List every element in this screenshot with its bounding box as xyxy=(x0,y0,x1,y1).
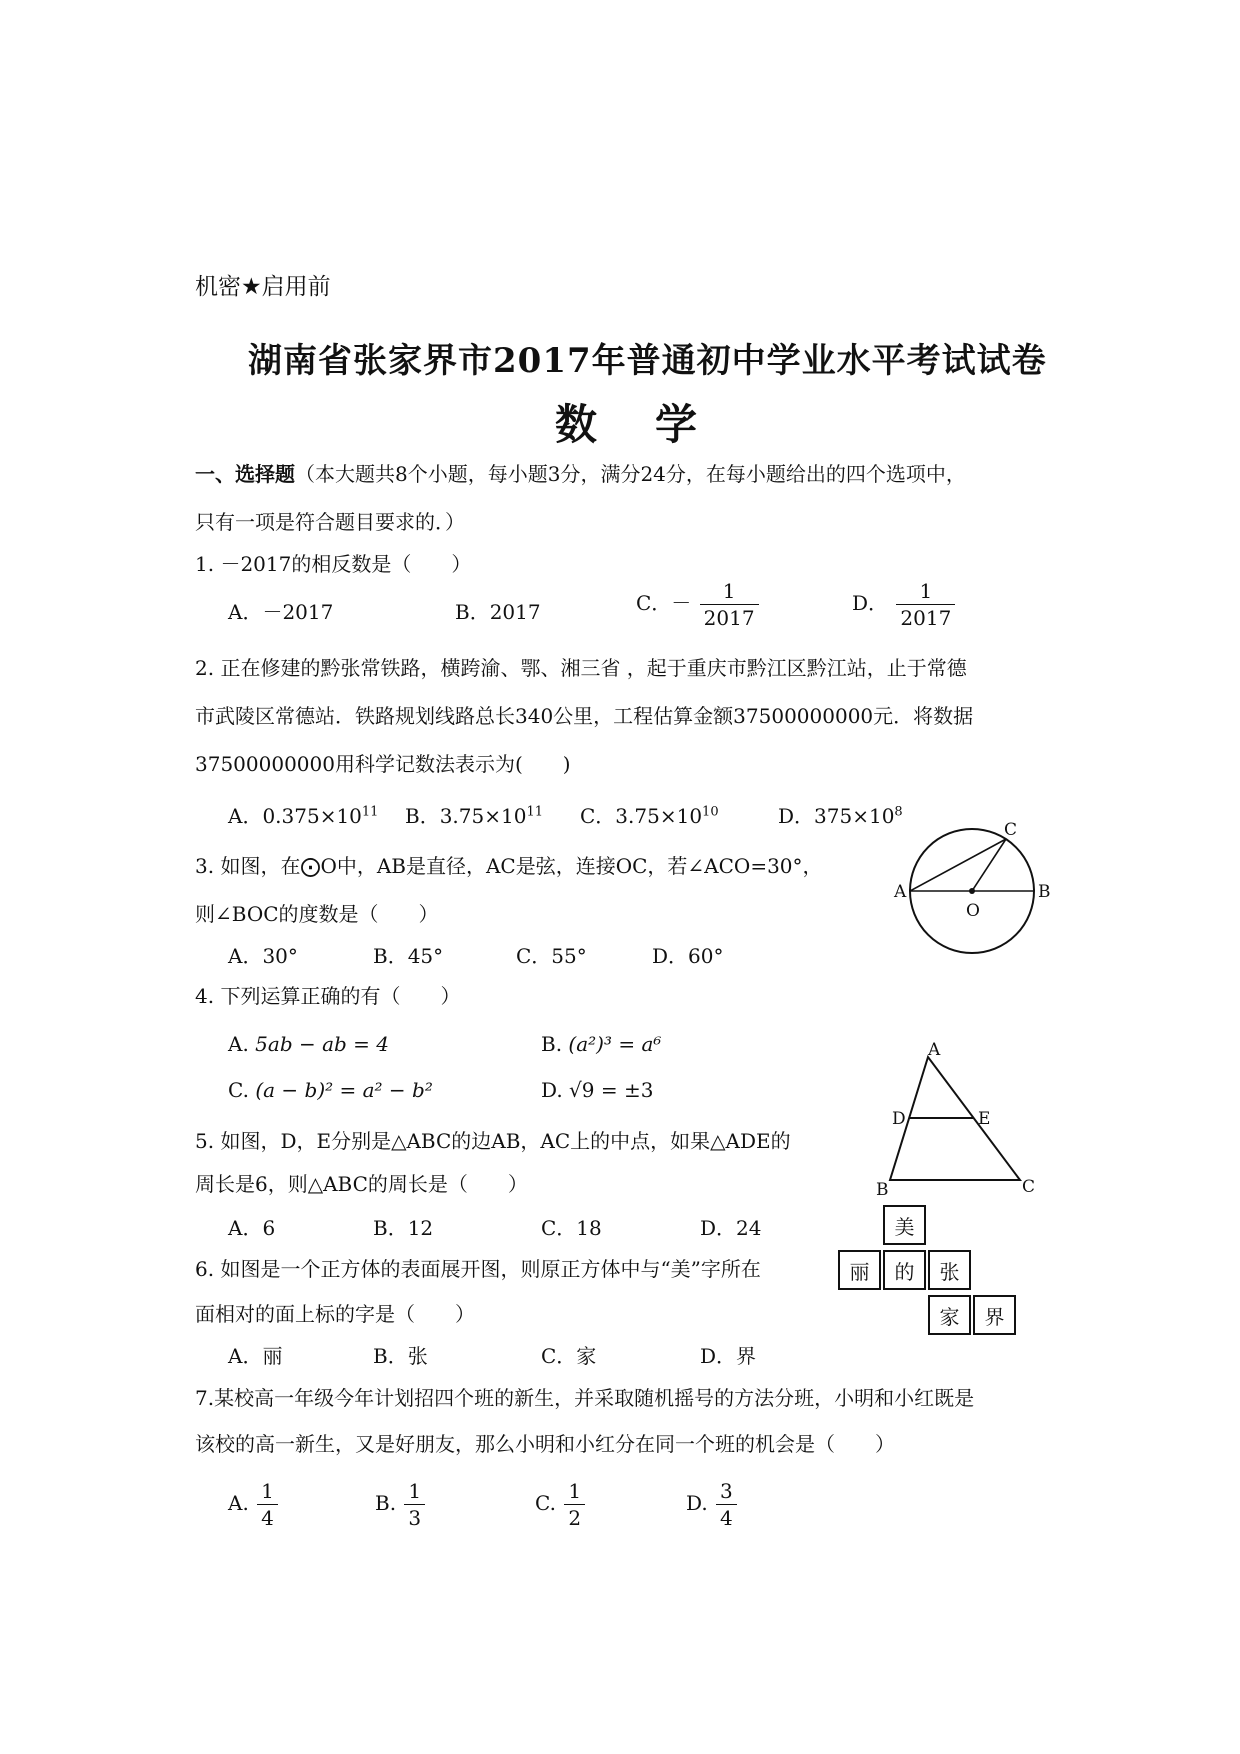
cube-net-figure xyxy=(838,1205,1028,1335)
q2-option-d-exponent: 8 xyxy=(894,804,903,820)
q6-line1: 6. 如图是一个正方体的表面展开图，则原正方体中与“美”字所在 xyxy=(195,1257,761,1281)
q4-option-b xyxy=(541,1032,661,1056)
label-c: C xyxy=(1004,820,1018,840)
fraction-denominator: 2017 xyxy=(700,604,759,631)
q4-option-d-label: D. xyxy=(541,1078,563,1102)
q7-option-a-fraction xyxy=(257,1478,278,1531)
fraction-numerator: 1 xyxy=(722,579,736,603)
label-d: D xyxy=(892,1109,906,1129)
confidential-label: 机密★启用前 xyxy=(195,274,331,300)
q5-option-b: B．12 xyxy=(373,1216,434,1240)
q1-option-d-label: D． xyxy=(852,591,889,615)
q2-option-d-base: D．375×10 xyxy=(778,804,895,828)
fraction-denominator: 2 xyxy=(564,1504,585,1531)
fraction-denominator: 2017 xyxy=(896,604,955,631)
q1-option-a: A．－2017 xyxy=(228,600,334,624)
q1-option-c xyxy=(636,578,761,631)
subject-title: 数学 xyxy=(555,400,756,449)
q3-option-b: B．45° xyxy=(373,944,444,968)
fraction-numerator: 1 xyxy=(261,1479,274,1503)
q1-stem: 1. －2017的相反数是（ ） xyxy=(195,552,472,576)
q6-option-c: C．家 xyxy=(541,1344,597,1368)
q4-option-c-expression: (a − b)² = a² − b² xyxy=(255,1078,433,1102)
label-c: C xyxy=(1022,1177,1036,1197)
q4-option-a-expression: 5ab − ab = 4 xyxy=(255,1032,390,1056)
q7-option-a-label: A. xyxy=(228,1491,249,1515)
q5-option-d: D．24 xyxy=(700,1216,762,1240)
q4-option-c xyxy=(228,1078,433,1102)
fraction-denominator: 4 xyxy=(257,1504,278,1531)
q5-line1: 5. 如图，D，E分别是△ABC的边AB，AC上的中点，如果△ADE的 xyxy=(195,1129,791,1153)
q1-option-d xyxy=(852,578,957,631)
section-name: 一、选择题 xyxy=(195,462,295,486)
q4-option-a-label: A. xyxy=(228,1032,249,1056)
net-cell-bottom-right: 界 xyxy=(973,1295,1016,1335)
section-intro xyxy=(195,458,966,487)
q7-option-c-fraction xyxy=(564,1478,585,1531)
net-cell-left: 丽 xyxy=(838,1250,881,1290)
q2-option-c xyxy=(580,800,719,829)
q4-option-d-expression: √9 = ±3 xyxy=(569,1078,654,1102)
q7-option-d-label: D. xyxy=(686,1491,708,1515)
q7-option-b-fraction xyxy=(404,1478,425,1531)
net-cell-middle: 的 xyxy=(883,1250,926,1290)
label-o: O xyxy=(966,901,980,921)
section-desc-line2: 只有一项是符合题目要求的．） xyxy=(195,510,465,534)
label-b: B xyxy=(876,1180,889,1200)
q2-option-b xyxy=(405,800,543,829)
fraction-denominator: 4 xyxy=(716,1504,737,1531)
net-cell-top: 美 xyxy=(883,1205,926,1245)
q2-line1: 2. 正在修建的黔张常铁路，横跨渝、鄂、湘三省 ，起于重庆市黔江区黔江站，止于常德 xyxy=(195,656,967,680)
q7-line2: 该校的高一新生，又是好朋友，那么小明和小红分在同一个班的机会是（ ） xyxy=(195,1432,895,1456)
label-a: A xyxy=(928,1040,941,1060)
q6-option-b: B．张 xyxy=(373,1344,428,1368)
net-cell-bottom-left: 家 xyxy=(928,1295,971,1335)
q3-option-a: A．30° xyxy=(228,944,298,968)
q4-stem: 4. 下列运算正确的有（ ） xyxy=(195,984,461,1008)
q7-option-b xyxy=(375,1478,427,1531)
chord-ac xyxy=(910,839,1006,891)
section-desc-line1: （本大题共8个小题，每小题3分，满分24分，在每小题给出的四个选项中， xyxy=(295,462,966,486)
q2-option-a-exponent: 11 xyxy=(361,804,379,820)
q1-option-c-fraction xyxy=(700,578,759,631)
q6-option-a: A．丽 xyxy=(228,1344,283,1368)
q3-line2: 则∠BOC的度数是（ ） xyxy=(195,902,439,926)
q5-option-a: A．6 xyxy=(228,1216,276,1240)
label-e: E xyxy=(978,1109,991,1129)
q7-option-d xyxy=(686,1478,739,1531)
net-cell-right: 张 xyxy=(928,1250,971,1290)
q5-line2: 周长是6，则△ABC的周长是（ ） xyxy=(195,1172,528,1196)
q5-option-c: C．18 xyxy=(541,1216,602,1240)
q2-option-c-exponent: 10 xyxy=(702,804,719,820)
q2-option-a-base: A．0.375×10 xyxy=(228,804,362,828)
q7-option-a xyxy=(228,1478,280,1531)
q1-option-c-label: C．－ xyxy=(636,591,692,615)
q3-line1: 3. 如图，在⨀O中，AB是直径，AC是弦，连接OC，若∠ACO=30°， xyxy=(195,854,823,878)
fraction-numerator: 1 xyxy=(919,579,933,603)
q4-option-b-expression: (a²)³ = a⁶ xyxy=(568,1032,662,1056)
q6-line2: 面相对的面上标的字是（ ） xyxy=(195,1302,475,1326)
q7-option-b-label: B. xyxy=(375,1491,397,1515)
center-point xyxy=(969,888,975,894)
q4-option-d xyxy=(541,1078,653,1102)
q4-option-b-label: B. xyxy=(541,1032,563,1056)
fraction-numerator: 1 xyxy=(408,1479,422,1503)
q7-option-d-fraction xyxy=(716,1478,737,1531)
q1-option-b: B．2017 xyxy=(455,600,541,624)
radius-oc xyxy=(972,839,1006,891)
label-a: A xyxy=(894,882,907,902)
circle-figure xyxy=(880,820,1060,980)
q2-option-b-exponent: 11 xyxy=(526,804,543,820)
fraction-numerator: 1 xyxy=(568,1479,582,1503)
q6-option-d: D．界 xyxy=(700,1344,757,1368)
q3-option-c: C．55° xyxy=(516,944,587,968)
q2-option-a xyxy=(228,800,378,829)
q2-option-b-base: B．3.75×10 xyxy=(405,804,527,828)
q2-line2: 市武陵区常德站．铁路规划线路总长340公里，工程估算金额37500000000元．将数据 xyxy=(195,704,974,728)
fraction-numerator: 3 xyxy=(720,1479,733,1503)
q3-option-d: D．60° xyxy=(652,944,724,968)
q7-option-c xyxy=(535,1478,587,1531)
triangle-figure xyxy=(870,1040,1050,1200)
label-b: B xyxy=(1038,882,1051,902)
exam-title: 湖南省张家界市2017年普通初中学业水平考试试卷 xyxy=(248,341,1047,381)
q7-option-c-label: C. xyxy=(535,1491,556,1515)
q7-line1: 7.某校高一年级今年计划招四个班的新生，并采取随机摇号的方法分班，小明和小红既是 xyxy=(195,1386,975,1410)
q4-option-a xyxy=(228,1032,389,1056)
q4-option-c-label: C. xyxy=(228,1078,249,1102)
q1-option-d-fraction xyxy=(896,578,955,631)
q2-line3: 37500000000用科学记数法表示为( ) xyxy=(195,752,571,776)
q2-option-c-base: C．3.75×10 xyxy=(580,804,703,828)
fraction-denominator: 3 xyxy=(404,1504,425,1531)
